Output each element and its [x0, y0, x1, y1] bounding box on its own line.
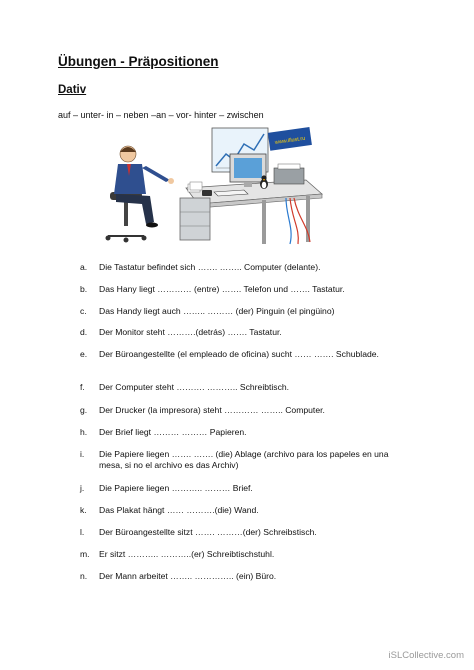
exercise-item — [80, 349, 410, 360]
printer-icon — [274, 164, 304, 184]
exercise-item — [80, 549, 410, 560]
section-heading: Dativ — [58, 84, 87, 96]
exercise-item — [80, 262, 410, 273]
exercise-text: Der Mann arbeitet …….. ………….. (ein) Büro. — [99, 571, 277, 581]
exercise-text: Das Hany liegt ………… (entre) ……. Telefon und ……. Tastatur. — [99, 284, 345, 294]
exercise-text: Der Computer steht ………. ……….. Schreibtisch. — [99, 382, 290, 392]
exercise-text: Der Drucker (la impresora) steht ………… …….. Computer. — [99, 405, 325, 415]
office-worker-illustration — [94, 124, 326, 250]
exercise-letter: a. — [80, 262, 88, 272]
exercise-letter: g. — [80, 405, 88, 415]
exercise-text: Der Büroangestellte (el empleado de oficina) sucht …… ……. Schublade. — [99, 349, 379, 359]
exercise-text: Die Tastatur befindet sich ……. …….. Computer (delante). — [99, 262, 321, 272]
site-watermark: iSLCollective.com — [388, 650, 464, 661]
exercise-letter: i. — [80, 449, 85, 459]
wall-sign — [268, 127, 312, 151]
exercise-text: Die Papiere liegen ……. ……. (die) Ablage (archivo para los papeles en una mesa, si no el archivo es das Archiv) — [99, 449, 389, 470]
exercise-letter: k. — [80, 505, 87, 515]
office-worker — [114, 146, 174, 228]
exercise-letter: e. — [80, 349, 88, 359]
exercise-item — [80, 527, 410, 538]
exercise-letter: c. — [80, 306, 87, 316]
exercise-text: Die Papiere liegen ……….. ……… Brief. — [99, 483, 253, 493]
exercise-text: Der Monitor steht ……….(detrás) ……. Tastatur. — [99, 327, 282, 337]
exercise-item — [80, 405, 410, 416]
exercise-item — [80, 284, 410, 295]
exercise-item — [80, 427, 410, 438]
exercise-text: Das Plakat hängt …… ……….(die) Wand. — [99, 505, 259, 515]
exercise-letter: n. — [80, 571, 88, 581]
exercise-letter: f. — [80, 382, 85, 392]
page-title: Übungen - Präpositionen — [58, 54, 219, 69]
exercise-text: Das Handy liegt auch …….. ……… (der) Pinguin (el pingüino) — [99, 306, 335, 316]
preposition-list: auf – unter- in – neben –an – vor- hinter – zwischen — [58, 110, 264, 120]
exercise-text: Der Brief liegt ……… ……… Papieren. — [99, 427, 247, 437]
exercise-letter: d. — [80, 327, 88, 337]
exercise-item — [80, 571, 410, 582]
exercise-letter: j. — [80, 483, 85, 493]
sign-text: www.illust.ru — [274, 135, 306, 146]
exercise-letter: b. — [80, 284, 88, 294]
exercise-letter: h. — [80, 427, 88, 437]
exercise-item — [80, 505, 410, 516]
exercise-item — [80, 382, 410, 393]
exercise-text: Der Büroangestellte sitzt ……. ………(der) Schreibstisch. — [99, 527, 317, 537]
exercise-item — [80, 306, 410, 317]
exercise-letter: l. — [80, 527, 85, 537]
papers-icon — [188, 182, 202, 192]
exercise-item — [80, 483, 410, 494]
exercise-letter: m. — [80, 549, 90, 559]
exercise-text: Er sitzt ……….. ………..(er) Schreibtischstuhl. — [99, 549, 275, 559]
telephone-icon — [202, 190, 212, 196]
exercise-item — [80, 327, 410, 338]
exercise-item — [80, 449, 410, 471]
